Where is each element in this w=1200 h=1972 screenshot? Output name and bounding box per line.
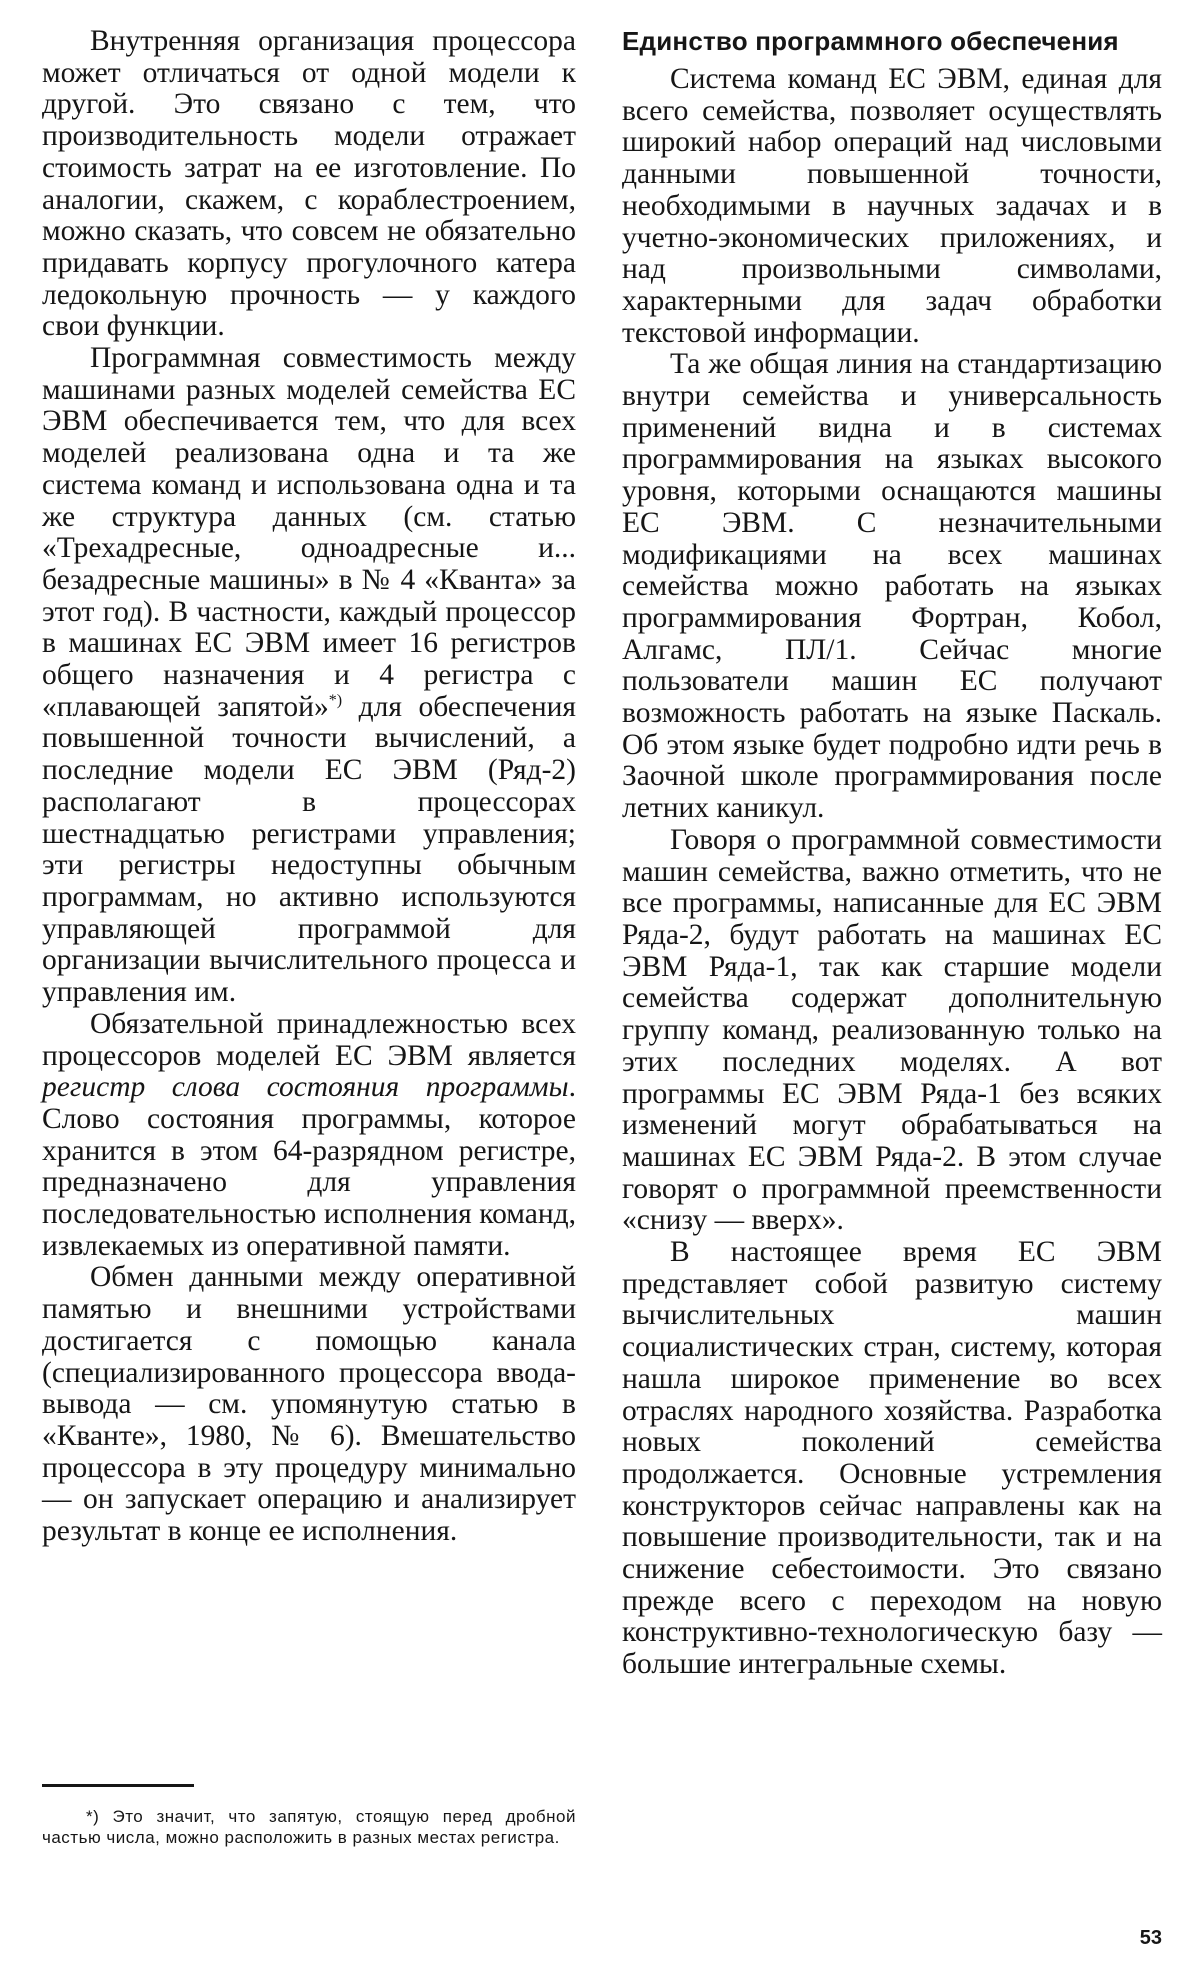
- paragraph-program-succession: Говоря о программной совместимости машин семейства, важно отметить, что не все программы, написанные для ЕС ЭВМ Ряда-2, будут работать на машинах ЕС ЭВМ Ряда-1, так как старшие модели семейства содержат дополнительную группу команд, реализованную только на этих последних моделях. А вот программы ЕС ЭВМ Ряда-1 без всяких изменений могут обрабатываться на машинах ЕС ЭВМ Ряда-2. В этом случае говорят о программной преемственности «снизу — вверх».: [622, 823, 1162, 1237]
- paragraph-text: . Слово состояния программы, которое хранится в этом 64-разрядном регистре, предназначено для управления последовательностью исполнения команд, извлекаемых из оперативной памяти.: [42, 1071, 576, 1262]
- paragraph-program-compatibility: [42, 343, 576, 1009]
- paragraph-text: Программная совместимость между машинами разных моделей семейства ЕС ЭВМ обеспечивается тем, что для всех моделей реализована одна и та же система команд и использована одна и та же структура данных (см. статью «Трехадресные, одноадресные и... безадресные машины» в № 4 «Кванта» за этот год). В частности, каждый процессор в машинах ЕС ЭВМ имеет 16 регистров общего назначения и 4 регистра с «плавающей запятой»: [42, 342, 576, 723]
- left-column: [42, 26, 576, 1548]
- paragraph-programming-languages: Та же общая линия на стандартизацию внутри семейства и универсальность применений видна и в системах программирования на языках высокого уровня, которыми оснащаются машины ЕС ЭВМ. С незначительными модификациями на всех машинах семейства можно работать на языках программирования Фортран, Кобол, Алгамс, ПЛ/1. Сейчас многие пользователи машин ЕС получают возможность работать на языке Паскаль. Об этом языке будет подробно идти речь в Заочной школе программирования после летних каникул.: [622, 348, 1162, 825]
- section-heading: Единство программного обеспечения: [622, 26, 1119, 56]
- footnote: *) Это значит, что запятую, стоящую перед дробной частью числа, можно расположить в разных местах регистра.: [42, 1807, 576, 1847]
- page-number: 53: [1139, 1927, 1162, 1949]
- paragraph-command-system: Система команд ЕС ЭВМ, единая для всего семейства, позволяет осуществлять широкий набор операций над числовыми данными повышенной точности, необходимыми в научных задачах и в учетно-экономических приложениях, и над произвольными символами, характерными для задач обработки текстовой информации.: [622, 63, 1162, 349]
- paragraph-current-state: В настоящее время ЕС ЭВМ представляет собой развитую систему вычислительных машин социалистических стран, систему, которая нашла широкое применение во всех отраслях народного хозяйства. Разработка новых поколений семейства продолжается. Основные устремления конструкторов сейчас направлены как на повышение производительности, так и на снижение себестоимости. Это связано прежде всего с переходом на новую конструктивно-технологическую базу — большие интегральные схемы.: [622, 1236, 1162, 1681]
- paragraph-status-register: [42, 1009, 576, 1263]
- paragraph-text: для обеспечения повышенной точности вычислений, а последние модели ЕС ЭВМ (Ряд-2) располагают в процессорах шестнадцатью регистрами управления; эти регистры недоступны обычным программам, но активно используются управляющей программой для организации вычислительного процесса и управления им.: [42, 690, 576, 1009]
- footnote-divider: [42, 1784, 194, 1787]
- paragraph-text: Обязательной принадлежностью всех процессоров моделей ЕС ЭВМ является: [42, 1007, 576, 1072]
- paragraph-processor-organization: Внутренняя организация процессора может отличаться от одной модели к другой. Это связано с тем, что производительность модели отражает стоимость затрат на ее изготовление. По аналогии, скажем, с кораблестроением, можно сказать, что совсем не обязательно придавать корпусу прогулочного катера ледокольную прочность — у каждого свои функции.: [42, 25, 576, 343]
- right-column: [622, 26, 1162, 1681]
- emphasized-term: регистр слова состояния программы: [42, 1071, 569, 1104]
- footnote-marker: *): [328, 691, 343, 709]
- paragraph-data-exchange: Обмен данными между оперативной памятью и внешними устройствами достигается с помощью канала (специализированного процессора ввода-вывода — см. упомянутую статью в «Кванте», 1980, № 6). Вмешательство процессора в эту процедуру минимально — он запускает операцию и анализирует результат в конце ее исполнения.: [42, 1261, 576, 1548]
